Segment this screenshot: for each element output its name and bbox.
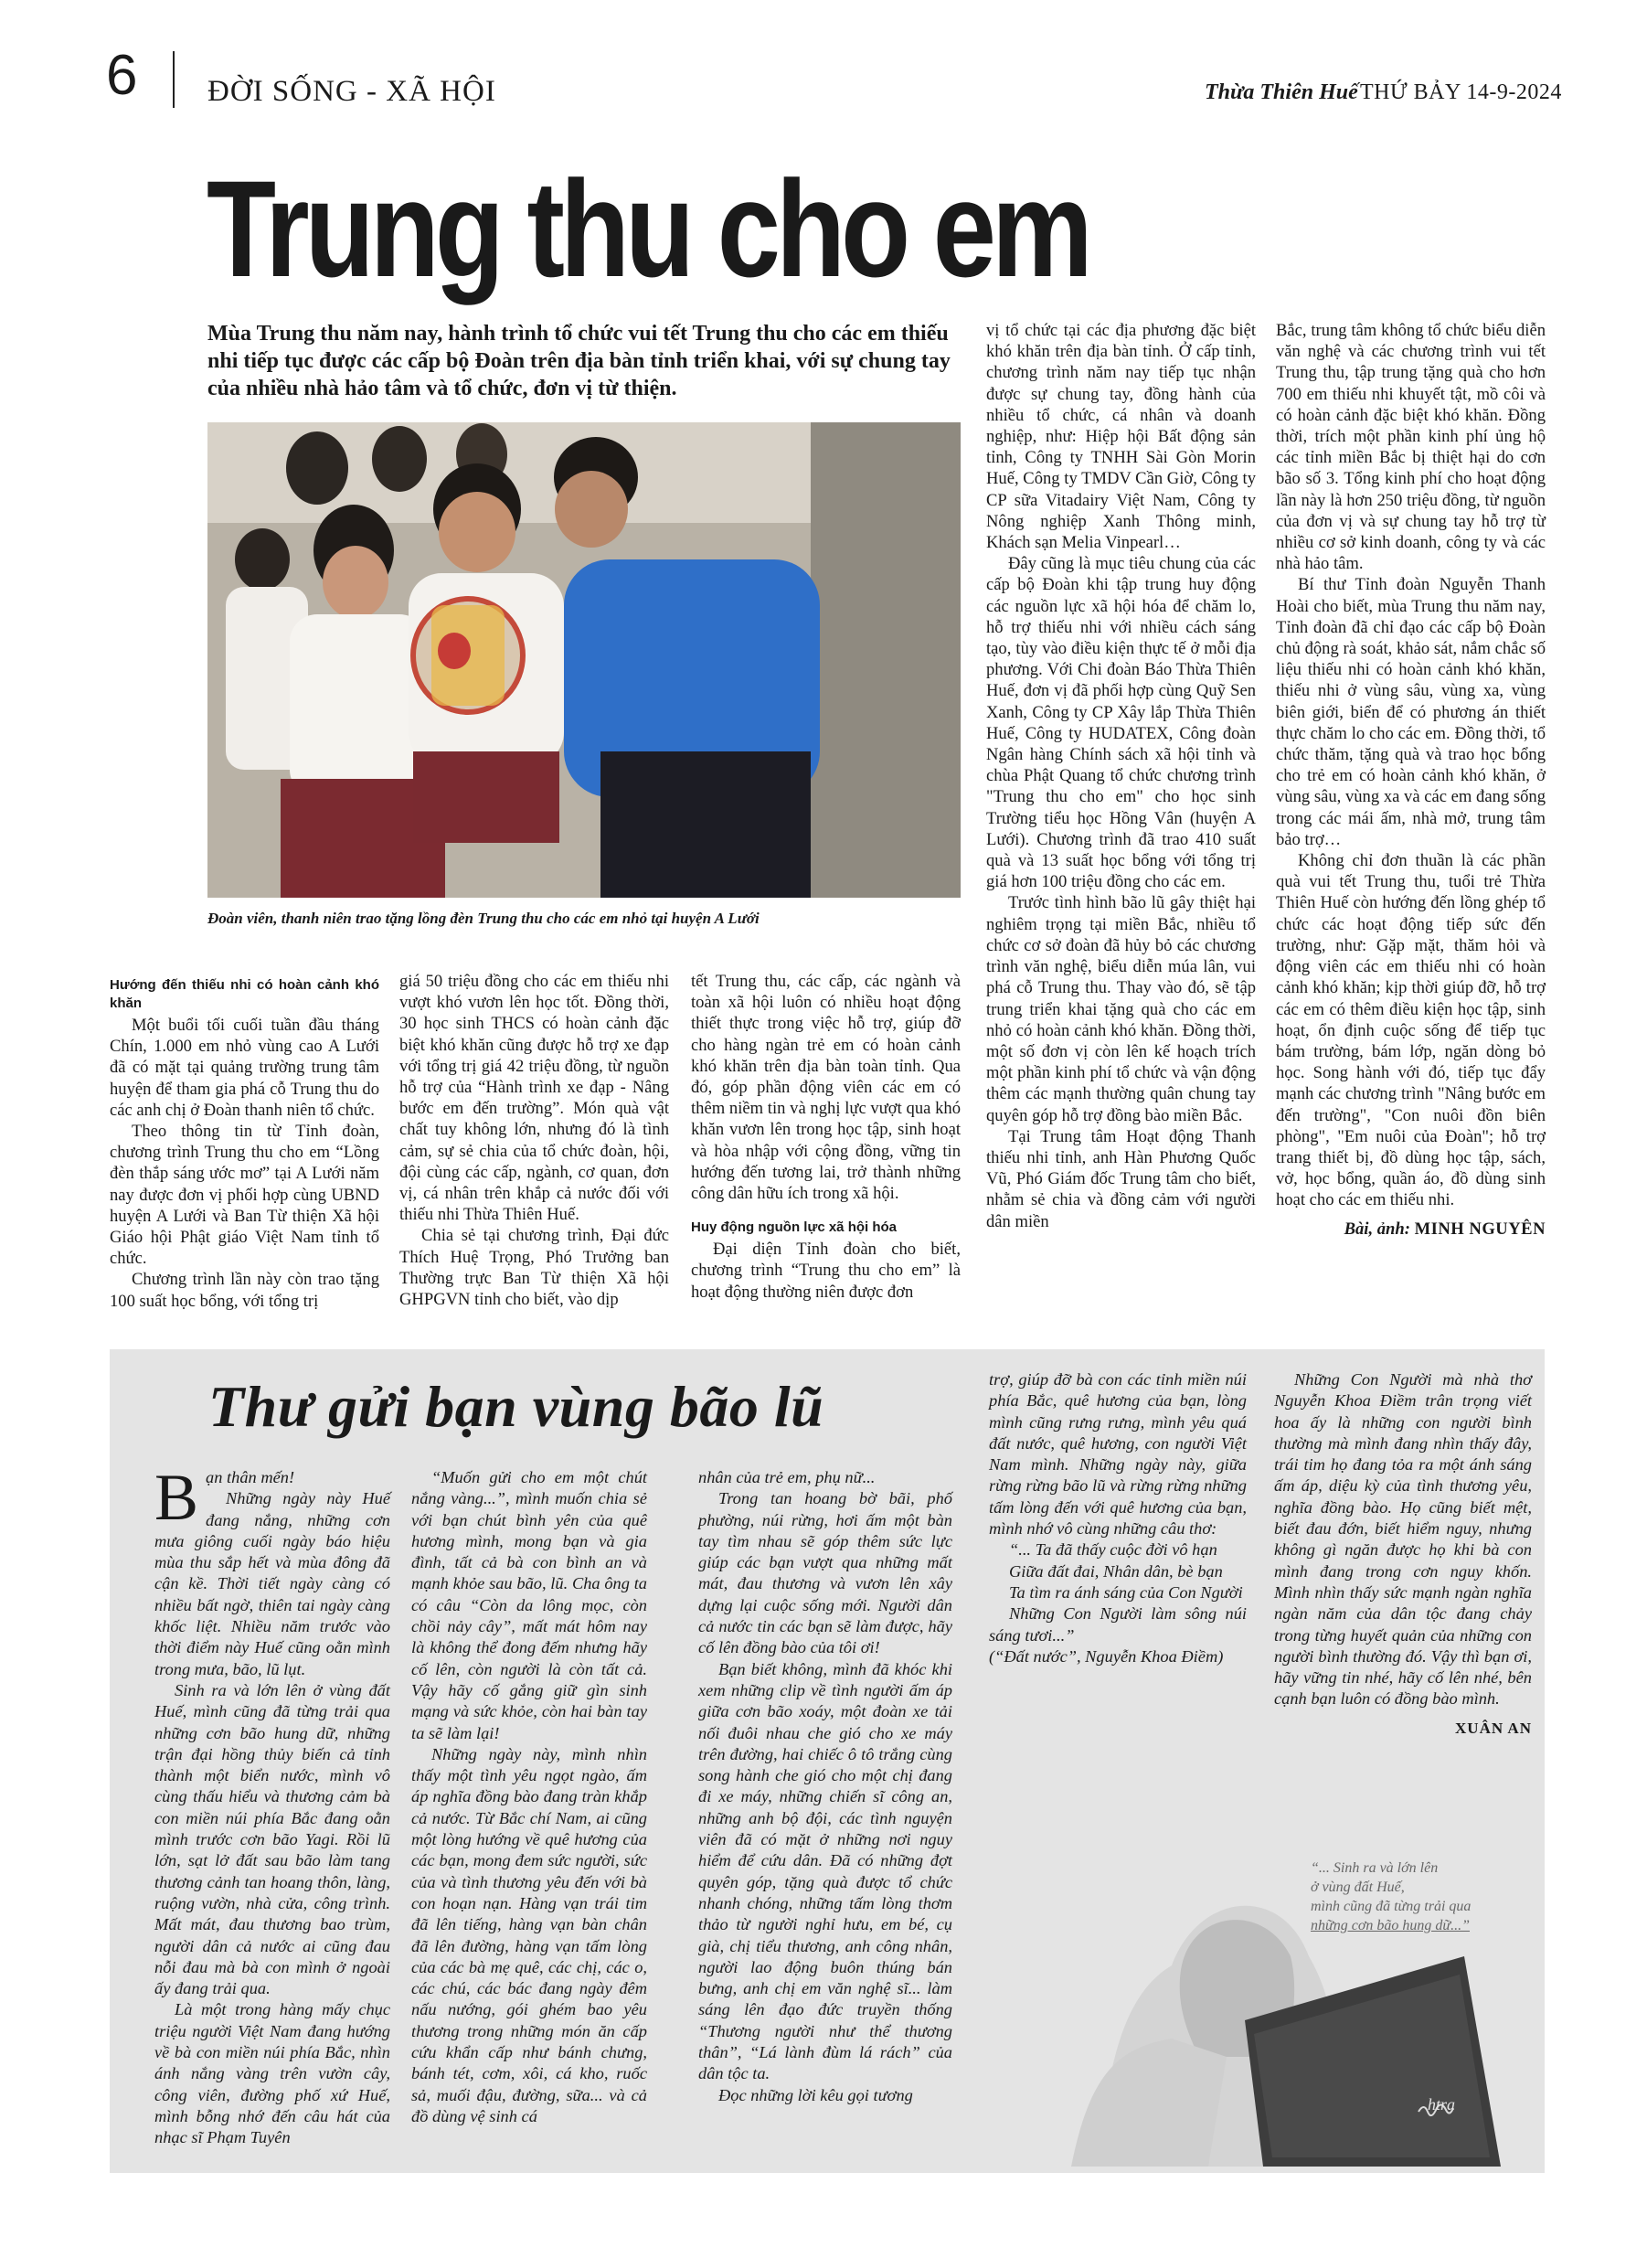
letter-title: Thư gửi bạn vùng bão lũ [208, 1374, 824, 1439]
subheading: Hướng đến thiếu nhi có hoàn cảnh khó khăn [110, 977, 379, 1011]
paragraph: Bạn biết không, mình đã khóc khi xem những clip về tình người ấm áp giữa cơn bão xoáy, một đoàn xe tải nối đuôi nhau che gió cho xe máy trên đường, hai chiếc ô tô trắng cùng song hành che gió cho một chị đang đi xe máy, những chiến sĩ công an, những anh bộ đội, các tình nguyện viên đã có mặt ở những nơi nguy hiểm để cứu dân. Đã có những đợt quyên góp, tặng quà được tổ chức nhanh chóng, những tấm lòng thơm thảo từ người nghỉ hưu, em bé, cụ già, chị tiểu thương, anh công nhân, người lao động buôn thúng bán bưng, anh chị em văn nghệ sĩ... làm sáng lên đạo đức truyền thống “Thương người như thể thương thân”, “Lá lành đùm lá rách” của dân tộc ta. [698, 1659, 952, 2083]
drop-cap: B [154, 1461, 199, 1534]
article-column-2 [399, 971, 669, 1310]
girl-laptop-illustration [989, 1783, 1541, 2167]
paragraph: Đại diện Tỉnh đoàn cho biết, chương trình “Trung thu cho em” là hoạt động thường niên được đơn [691, 1240, 961, 1302]
paragraph: giá 50 triệu đồng cho các em thiếu nhi vượt khó vươn lên học tốt. Đồng thời, 30 học sinh THCS có hoàn cảnh đặc biệt khó khăn cũng được hỗ trợ xe đạp với tổng trị giá 42 triệu đồng, từ nguồn hỗ trợ của “Hành trình xe đạp - Nâng bước em đến trường”. Món quà vật chất tuy không lớn, nhưng đó là tình cảm, sự sẻ chia của tổ chức đoàn, hội, đội cùng các cấp, ngành, cơ quan, đơn vị, cá nhân trên khắp cả nước đối với thiếu nhi Thừa Thiên Huế. [399, 972, 669, 1225]
pull-quote-line: ở vùng đất Huế, [1311, 1879, 1405, 1895]
article-photo [207, 422, 961, 898]
letter-column-4 [989, 1369, 1247, 1667]
letter-column-1 [154, 1461, 390, 2149]
letter-author: XUÂN AN [1455, 1719, 1532, 1737]
issue-date: THỨ BẢY 14-9-2024 [1360, 80, 1562, 104]
letter-column-5 [1274, 1369, 1532, 1739]
article-headline: Trung thu cho em [207, 152, 1089, 305]
letter-illustration [989, 1783, 1541, 2167]
paragraph: Chia sẻ tại chương trình, Đại đức Thích Huệ Trọng, Phó Trưởng ban Thường trực Ban Từ thiện Xã hội GHPGVN tỉnh cho biết, vào dịp [399, 1226, 669, 1310]
page-number: 6 [106, 44, 138, 107]
paragraph: Những Con Người mà nhà thơ Nguyễn Khoa Điềm trân trọng viết hoa ấy là những con người bình thường mà mình đang nhìn thấy đây, trái tim họ đang tỏa ra một ánh sáng ấm áp, diệu kỳ của tình thương yêu, nghĩa đồng bào. Họ cũng biết mệt, biết đau đớn, biết hiểm nguy, nhưng không gì ngăn được họ khi bà con mình đang trong cơn nguy khốn. Mình nhìn thấy sức mạnh ngàn nghĩa ngàn năm của dân tộc đang chảy trong từng huyết quản của những con người bình thường đó. Vậy thì bạn ơi, hãy vững tin nhé, hãy cố lên nhé, bên cạnh bạn luôn có đồng bào mình. [1274, 1370, 1532, 1709]
paragraph: Trước tình hình bão lũ gây thiệt hại nghiêm trọng tại miền Bắc, nhiều tổ chức cơ sở đoàn đã hủy bỏ các chương trình văn nghệ, biểu diễn múa lân, vui phá cỗ Trung thu. Thay vào đó, sẽ tập trung triển khai tặng quà cho các em nhỏ có hoàn cảnh khó khăn. Đồng thời, một số đơn vị còn lên kế hoạch trích một phần kinh phí tổ chức và vận động thêm các mạnh thường quân chung tay quyên góp hỗ trợ đồng bào miền Bắc. [986, 893, 1256, 1125]
paragraph: Tại Trung tâm Hoạt động Thanh thiếu nhi tỉnh, anh Hàn Phương Quốc Vũ, Phó Giám đốc Trung tâm cho biết, nhằm sẻ chia và đồng cảm với người dân miền [986, 1126, 1256, 1231]
poem-line: Những Con Người làm sông núi sáng tươi...” [989, 1604, 1247, 1645]
paragraph: Những ngày này Huế đang nắng, những cơn mưa giông cuối ngày báo hiệu mùa thu sắp hết và mùa đông đã cận kề. Thời tiết ngày càng có nhiều bất ngờ, thiên tai ngày càng khốc liệt. Nhiều năm trước vào thời điểm này Huế cũng oằn mình trong mưa, bão, lũ lụt. [154, 1489, 390, 1678]
letter-column-3 [698, 1467, 952, 2106]
paragraph: Trong tan hoang bờ bãi, phố phường, núi rừng, hơi ấm một bàn tay tìm nhau sẽ góp thêm sức lực giúp các bạn vượt qua những mất mát, đau thương và vươn lên xây dựng lại cuộc sống mới. Người dân cả nước tin các bạn sẽ làm được, hãy cố lên đồng bào của tôi ơi! [698, 1489, 952, 1657]
article-column-1 [110, 971, 379, 1312]
poem-line: Giữa đất đai, Nhân dân, bè bạn [1009, 1561, 1223, 1581]
pull-quote-line: mình cũng đã từng trải qua [1311, 1899, 1472, 1914]
paragraph: Chương trình lần này còn trao tặng 100 suất học bổng, với tổng trị [110, 1270, 379, 1311]
paragraph: “Muốn gửi cho em một chút nắng vàng...”, mình muốn chia sẻ với bạn chút bình yên của quê hương mình, mong bạn và gia đình, tất cả bà con bình an và mạnh khỏe sau bão, lũ. Cha ông ta có câu “Còn da lông mọc, còn chồi nảy cây”, mất mát hôm nay là không thể đong đếm nhưng hãy cố lên, còn người là còn tất cả. Vậy hãy cố gắng giữ gìn sinh mạng và sức khỏe, còn hai bàn tay ta sẽ làm lại! [411, 1468, 647, 1742]
byline-name: MINH NGUYÊN [1414, 1219, 1546, 1239]
poem-line: “... Ta đã thấy cuộc đời vô hạn [1009, 1540, 1217, 1560]
byline-label: Bài, ảnh: [1344, 1219, 1410, 1239]
paragraph: Đọc những lời kêu gọi tương [718, 2085, 913, 2104]
pull-quote-line: “... Sinh ra và lớn lên [1311, 1860, 1439, 1876]
poem-source: (“Đất nước”, Nguyễn Khoa Điềm) [989, 1646, 1224, 1666]
illustrator-signature: htra [1428, 2095, 1456, 2114]
byline [1276, 1219, 1546, 1240]
article-column-4 [986, 320, 1256, 1232]
section-title: ĐỜI SỐNG - XÃ HỘI [207, 75, 496, 108]
children-lantern-photo [207, 422, 961, 898]
newspaper-name: Thừa Thiên Huế [1205, 80, 1358, 104]
paragraph: tết Trung thu, các cấp, các ngành và toàn xã hội luôn có nhiều hoạt động thiết thực trong việc hỗ trợ, giúp đỡ cho hàng ngàn trẻ em có hoàn cảnh khó khăn trên địa bàn toàn tỉnh. Qua đó, góp phần động viên các em có thêm niềm tin và nghị lực vượt qua khó khăn vươn lên trong học tập, sinh hoạt và hòa nhập với cộng đồng, vững tin hướng đến tương lai, trở thành những công dân hữu ích trong xã hội. [691, 972, 961, 1204]
paragraph: Không chỉ đơn thuần là các phần quà vui tết Trung thu, tuổi trẻ Thừa Thiên Huế còn hướng đến lồng ghép tổ chức các hoạt động tiếp sức đến trường, như: Gặp mặt, thăm hỏi và động viên các em thiếu nhi có hoàn cảnh khó khăn; kịp thời giúp đỡ, hỗ trợ các em có thêm điều kiện học tập, sinh hoạt, ổn định cuộc sống để tiếp tục bám trường, bám lớp, ngăn dòng bỏ học. Song hành với đó, tiếp tục đẩy mạnh các chương trình "Nâng bước em đến trường", "Con nuôi đồn biên phòng", "Em nuôi của Đoàn"; hỗ trợ trang thiết bị, đồ dùng học tập, sách, vở, học bổng, quần áo, đồ dùng sinh hoạt cho các em thiếu nhi. [1276, 851, 1546, 1210]
paragraph: Bí thư Tỉnh đoàn Nguyễn Thanh Hoài cho biết, mùa Trung thu năm nay, Tỉnh đoàn đã chỉ đạo các cấp bộ Đoàn chủ động rà soát, khảo sát, nắm chắc số liệu thiếu nhi có hoàn cảnh khó khăn, thiếu nhi ở vùng sâu, vùng xa, vùng biên giới, biển để có phương án thiết thực chăm lo cho các em. Đồng thời, tổ chức thăm, tặng quà và trao học bổng cho trẻ em có hoàn cảnh khó khăn, ở vùng sâu, vùng xa và các em đang sống trong các mái ấm, nhà mở, trung tâm bảo trợ… [1276, 575, 1546, 849]
paragraph: Sinh ra và lớn lên ở vùng đất Huế, mình cũng đã từng trải qua những cơn bão hung dữ, những trận đại hồng thủy biến cả tỉnh thành một biển nước, mình vô cùng thấu hiểu và thương cảm bà con miền núi phía Bắc đang oằn mình trước cơn bão Yagi. Rồi lũ lớn, sạt lở đất sau bão làm tang thương cảnh tan hoang thôn, làng, ruộng vườn, nhà cửa, công trình. Mất mát, đau thương bao trùm, người dân cả nước ai cũng đau nỗi đau mà bà con mình ở ngoài ấy đang trải qua. [154, 1680, 390, 1998]
paragraph: Là một trong hàng mấy chục triệu người Việt Nam đang hướng về bà con miền núi phía Bắc, nhìn ánh nắng vàng trên vườn cây, công viên, đường phố xứ Huế, mình bỗng nhớ đến câu hát của nhạc sĩ Phạm Tuyên [154, 2000, 390, 2147]
paragraph: Những ngày này, mình nhìn thấy một tình yêu ngọt ngào, ấm áp nghĩa đồng bào đang tràn khắp cả nước. Từ Bắc chí Nam, ai cũng một lòng hướng về quê hương của các bạn, mong đem sức người, sức của và tình thương yêu đến với bà con hoạn nạn. Hàng vạn trái tim đã lên tiếng, hàng vạn bàn chân đã lên đường, hàng vạn tấm lòng của các bà mẹ quê, các chị, các o, các chú, các bác đang ngày đêm nấu nướng, gói ghém bao yêu thương trong những món ăn cấp cứu khẩn cấp như bánh chưng, bánh tét, cơm, xôi, cá kho, ruốc sả, muối đậu, đường, sữa... và cả đồ dùng vệ sinh cá [411, 1744, 647, 2125]
letter-column-2 [411, 1467, 647, 2127]
paragraph: Bắc, trung tâm không tổ chức biểu diễn văn nghệ và các chương trình vui tết Trung thu, tập trung tặng quà cho hơn 700 em thiếu nhi khuyết tật, mồ côi và có hoàn cảnh đặc biệt khó khăn. Đồng thời, trích một phần kinh phí ủng hộ các tỉnh miền Bắc bị thiệt hại do cơn bão số 3. Tổng kinh phí cho hoạt động lần này là hơn 250 triệu đồng, từ nguồn của đơn vị và sự chung tay hỗ trợ từ nhiều cơ sở kinh doanh, công ty và các nhà hảo tâm. [1276, 321, 1546, 574]
paragraph: Theo thông tin từ Tỉnh đoàn, chương trình Trung thu cho em “Lồng đèn thắp sáng ước mơ” tại A Lưới năm nay được đơn vị phối hợp cùng UBND huyện A Lưới và Ban Từ thiện Xã hội Giáo hội Phật giáo Việt Nam tỉnh tổ chức. [110, 1122, 379, 1269]
pull-quote [1311, 1858, 1521, 1935]
article-column-3 [691, 971, 961, 1303]
paragraph: Đây cũng là mục tiêu chung của các cấp bộ Đoàn khi tập trung huy động các nguồn lực xã hội hóa để chăm lo, hỗ trợ thiếu nhi với nhiều cách sáng tạo, tùy vào điều kiện thực tế ở mỗi địa phương. Với Chi đoàn Báo Thừa Thiên Huế, đơn vị đã phối hợp cùng Quỹ Sen Xanh, Công ty CP Xây lắp Thừa Thiên Huế, Công ty HUDATEX, Công đoàn Ngân hàng Chính sách xã hội tỉnh và chùa Phật Quang tổ chức chương trình "Trung thu cho em" cho học sinh Trường tiểu học Hồng Vân (huyện A Lưới). Chương trình đã trao 410 suất quà và 13 suất học bổng với tổng trị giá hơn 100 triệu đồng cho các em. [986, 554, 1256, 892]
header-divider [173, 51, 175, 108]
subheading: Huy động nguồn lực xã hội hóa [691, 1219, 898, 1236]
paragraph: vị tổ chức tại các địa phương đặc biệt khó khăn trên địa bàn tỉnh. Ở cấp tỉnh, chương trình năm nay tiếp tục nhận được sự chung tay, đồng hành của nhiều tổ chức, cá nhân và doanh nghiệp, như: Hiệp hội Bất động sản tỉnh, Công ty TNHH Sài Gòn Morin Huế, Công ty TMDV Cần Giờ, Công ty CP sữa Vitadairy Việt Nam, Công ty Nông nghiệp Xanh Thông minh, Khách sạn Melia Vinpearl… [986, 321, 1256, 553]
photo-caption: Đoàn viên, thanh niên trao tặng lồng đèn Trung thu cho các em nhỏ tại huyện A Lưới [207, 910, 760, 927]
pull-quote-line: những cơn bão hung dữ...” [1311, 1918, 1470, 1933]
paragraph: nhân của trẻ em, phụ nữ... [698, 1468, 876, 1486]
poem-line: Ta tìm ra ánh sáng của Con Người [1009, 1582, 1243, 1602]
paragraph: ạn thân mến! [206, 1468, 295, 1486]
paragraph: Một buổi tối cuối tuần đầu tháng Chín, 1.000 em nhỏ vùng cao A Lưới đã có mặt tại quảng trường trung tâm huyện để tham gia phá cỗ Trung thu do các anh chị ở Đoàn thanh niên tổ chức. [110, 1016, 379, 1120]
paragraph: trợ, giúp đỡ bà con các tỉnh miền núi phía Bắc, quê hương của bạn, lòng mình cũng rưng rưng, mình yêu quá đất nước, quê hương, con người Việt Nam mình. Những ngày này, giữa rừng rừng bão lũ và rừng rừng những tấm lòng đến với quê hương của bạn, mình nhớ vô cùng những câu thơ: [989, 1370, 1247, 1539]
article-lead: Mùa Trung thu năm nay, hành trình tổ chức vui tết Trung thu cho các em thiếu nhi tiếp tục được các cấp bộ Đoàn trên địa bàn tỉnh triển khai, với sự chung tay của nhiều nhà hảo tâm và tổ chức, đơn vị từ thiện. [207, 322, 951, 400]
article-column-5 [1276, 320, 1546, 1240]
